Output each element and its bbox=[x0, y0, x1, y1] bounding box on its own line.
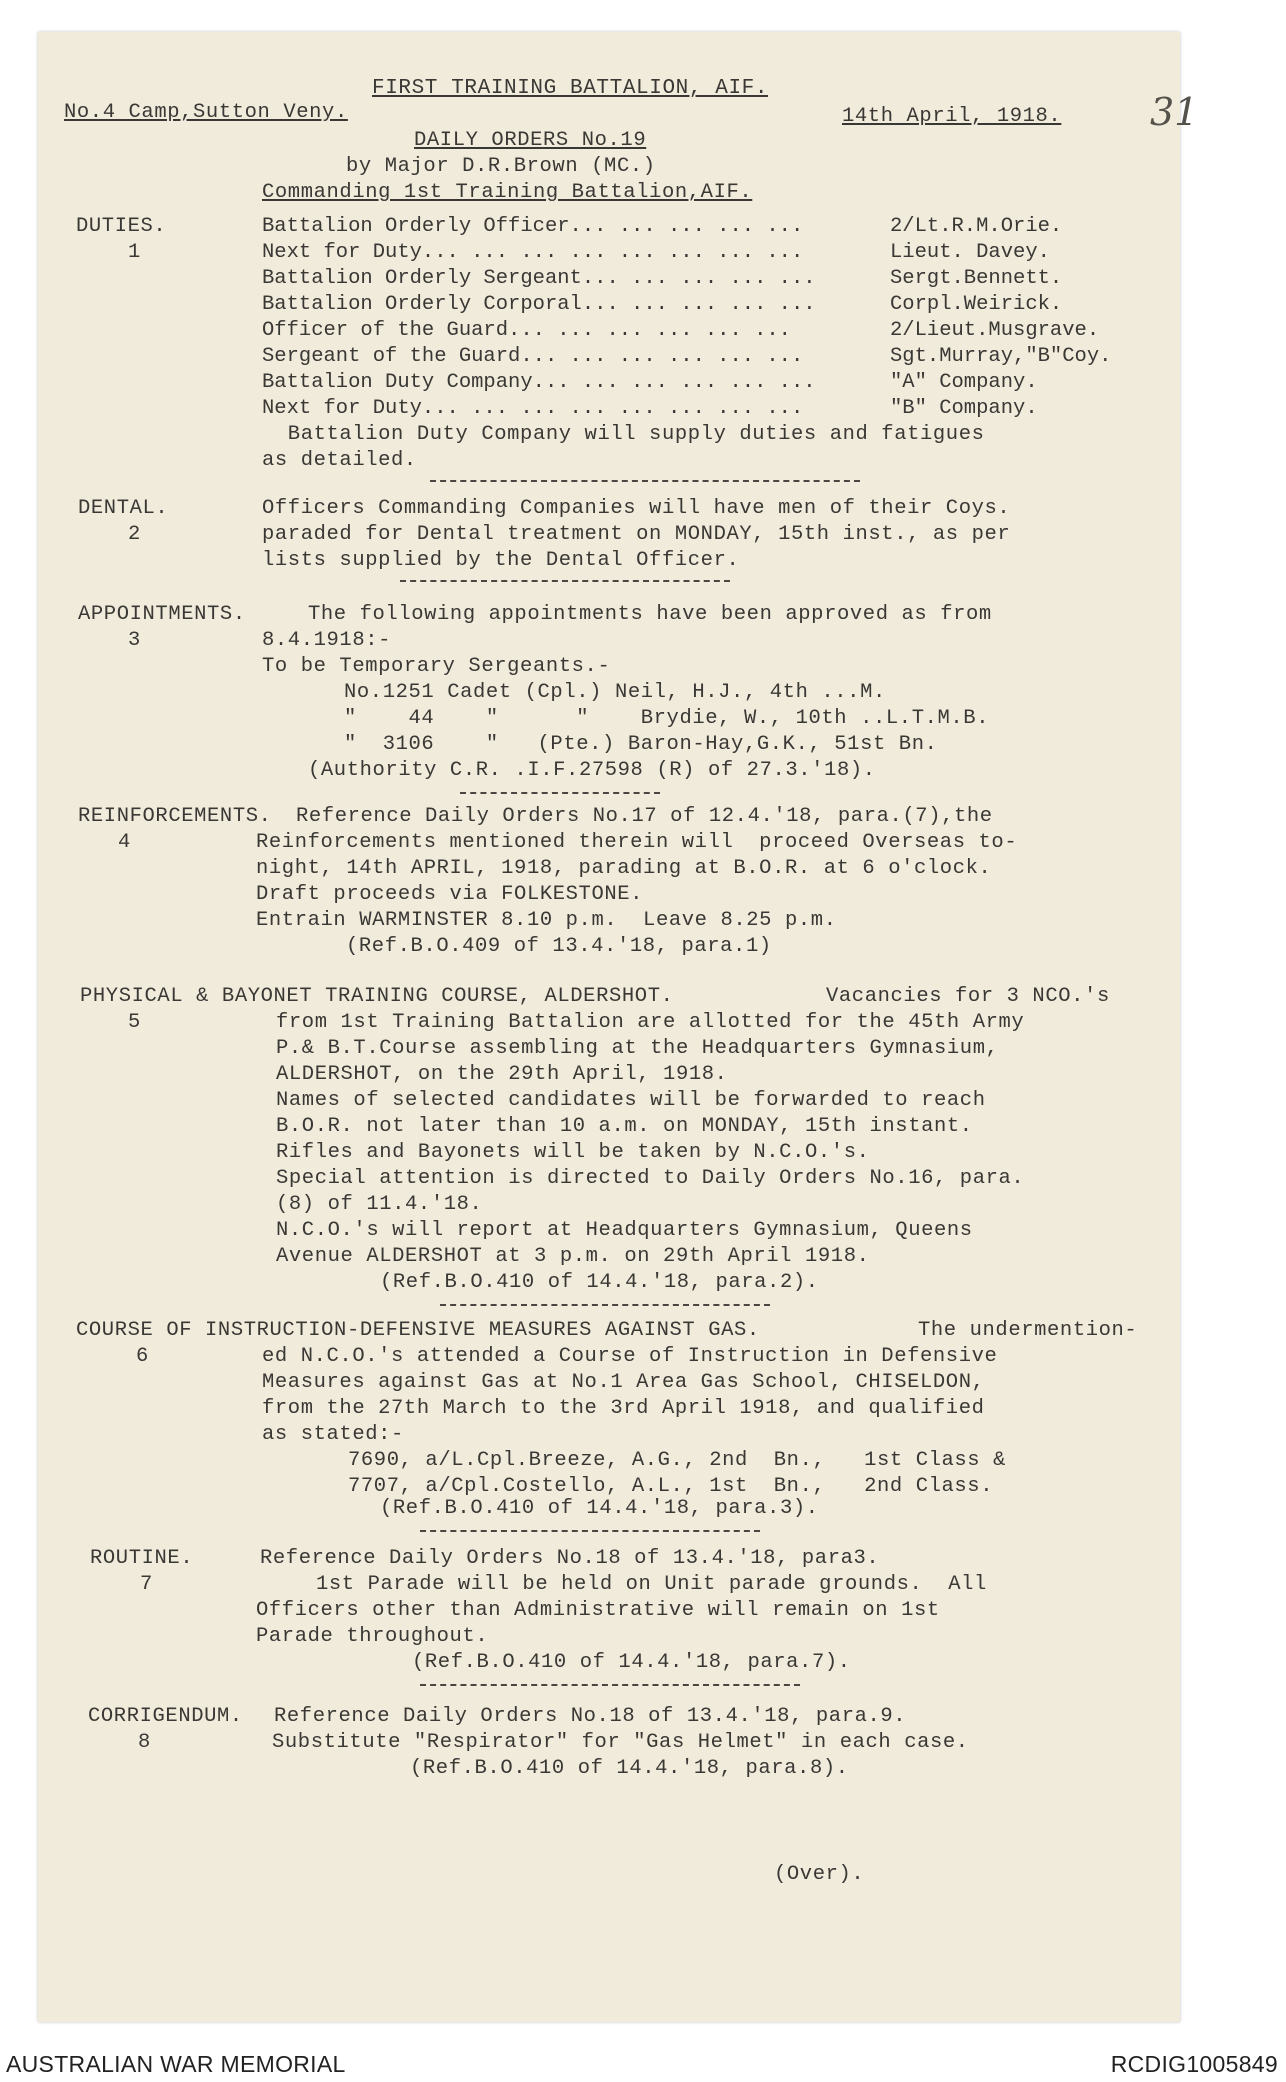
duty-value: Lieut. Davey. bbox=[890, 241, 1050, 264]
footer-record-id: RCDIG1005849 bbox=[1110, 2051, 1278, 2077]
gas-course-text: from the 27th March to the 3rd April 1918, and qualified bbox=[262, 1397, 985, 1420]
dental-number: 2 bbox=[128, 523, 141, 546]
duty-label: Officer of the Guard... ... ... ... ... ... bbox=[262, 319, 791, 342]
physical-number: 5 bbox=[128, 1011, 141, 1034]
routine-text: 1st Parade will be held on Unit parade grounds. All bbox=[316, 1573, 987, 1596]
dental-text: lists supplied by the Dental Officer. bbox=[262, 549, 740, 572]
corrigendum-ref: (Ref.B.O.410 of 14.4.'18, para.8). bbox=[410, 1757, 849, 1780]
duty-value: "B" Company. bbox=[890, 397, 1038, 420]
duty-value: Sgt.Murray,"B"Coy. bbox=[890, 345, 1112, 368]
order-date: 14th April, 1918. bbox=[842, 105, 1062, 128]
gas-course-ref: (Ref.B.O.410 of 14.4.'18, para.3). bbox=[380, 1497, 819, 1520]
section-divider bbox=[460, 792, 660, 794]
physical-text: Avenue ALDERSHOT at 3 p.m. on 29th April 1918. bbox=[276, 1245, 870, 1268]
routine-text: Parade throughout. bbox=[256, 1625, 489, 1648]
duty-label: Sergeant of the Guard... ... ... ... ... ... bbox=[262, 345, 804, 368]
appointment-entry: " 3106 " (Pte.) Baron-Hay,G.K., 51st Bn. bbox=[344, 733, 938, 756]
duty-value: "A" Company. bbox=[890, 371, 1038, 394]
physical-heading: PHYSICAL & BAYONET TRAINING COURSE, ALDERSHOT. bbox=[80, 985, 674, 1008]
appointments-text: The following appointments have been approved as from bbox=[308, 603, 992, 626]
issued-by: by Major D.R.Brown (MC.) bbox=[346, 155, 656, 178]
corrigendum-number: 8 bbox=[138, 1731, 151, 1754]
appointments-text: To be Temporary Sergeants.- bbox=[262, 655, 611, 678]
duty-label: Battalion Orderly Sergeant... ... ... ... ... bbox=[262, 267, 816, 290]
duty-label: Next for Duty... ... ... ... ... ... ... ... bbox=[262, 397, 804, 420]
appointments-text: 8.4.1918:- bbox=[262, 629, 392, 652]
appointments-authority: (Authority C.R. .I.F.27598 (R) of 27.3.'18). bbox=[308, 759, 876, 782]
duty-row bbox=[262, 266, 1162, 292]
duty-label: Battalion Duty Company... ... ... ... ... ... bbox=[262, 371, 816, 394]
corrigendum-text: Reference Daily Orders No.18 of 13.4.'18, para.9. bbox=[274, 1705, 907, 1728]
duty-row bbox=[262, 214, 1162, 240]
gas-course-heading: COURSE OF INSTRUCTION-DEFENSIVE MEASURES AGAINST GAS. bbox=[76, 1319, 760, 1342]
physical-text: B.O.R. not later than 10 a.m. on MONDAY, 15th instant. bbox=[276, 1115, 973, 1138]
physical-text: ALDERSHOT, on the 29th April, 1918. bbox=[276, 1063, 728, 1086]
dental-text: paraded for Dental treatment on MONDAY, 15th inst., as per bbox=[262, 523, 1011, 546]
duties-note: as detailed. bbox=[262, 449, 417, 472]
reinforcements-text: Entrain WARMINSTER 8.10 p.m. Leave 8.25 p.m. bbox=[256, 909, 837, 932]
gas-course-text: Measures against Gas at No.1 Area Gas School, CHISELDON, bbox=[262, 1371, 985, 1394]
gas-course-text: as stated:- bbox=[262, 1423, 404, 1446]
reinforcements-ref: (Ref.B.O.409 of 13.4.'18, para.1) bbox=[346, 935, 772, 958]
physical-text: from 1st Training Battalion are allotted for the 45th Army bbox=[276, 1011, 1025, 1034]
duty-value: Sergt.Bennett. bbox=[890, 267, 1063, 290]
section-divider bbox=[420, 1530, 760, 1532]
footer-archive-name: AUSTRALIAN WAR MEMORIAL bbox=[6, 2051, 346, 2077]
page-number: 31 bbox=[1150, 90, 1199, 134]
duty-row bbox=[262, 344, 1162, 370]
physical-text: N.C.O.'s will report at Headquarters Gymnasium, Queens bbox=[276, 1219, 973, 1242]
over-text: (Over). bbox=[774, 1863, 865, 1886]
section-divider bbox=[430, 480, 860, 482]
reinforcements-number: 4 bbox=[118, 831, 131, 854]
gas-course-entry: 7690, a/L.Cpl.Breeze, A.G., 2nd Bn., 1st Class & bbox=[348, 1449, 1007, 1472]
duty-label: Battalion Orderly Corporal... ... ... ... ... bbox=[262, 293, 816, 316]
duty-label: Next for Duty... ... ... ... ... ... ... ... bbox=[262, 241, 804, 264]
routine-ref: (Ref.B.O.410 of 14.4.'18, para.7). bbox=[412, 1651, 851, 1674]
duty-label: Battalion Orderly Officer... ... ... ... ... bbox=[262, 215, 804, 238]
physical-text: Names of selected candidates will be forwarded to reach bbox=[276, 1089, 986, 1112]
physical-ref: (Ref.B.O.410 of 14.4.'18, para.2). bbox=[380, 1271, 819, 1294]
corrigendum-text: Substitute "Respirator" for "Gas Helmet" in each case. bbox=[272, 1731, 969, 1754]
reinforcements-text: Draft proceeds via FOLKESTONE. bbox=[256, 883, 644, 906]
appointments-heading: APPOINTMENTS. bbox=[78, 603, 246, 626]
duty-row bbox=[262, 292, 1162, 318]
duty-row bbox=[262, 396, 1162, 422]
appointment-entry: " 44 " " Brydie, W., 10th ..L.T.M.B. bbox=[344, 707, 990, 730]
duty-row bbox=[262, 240, 1162, 266]
physical-text: P.& B.T.Course assembling at the Headquarters Gymnasium, bbox=[276, 1037, 999, 1060]
duty-row bbox=[262, 370, 1162, 396]
physical-text: (8) of 11.4.'18. bbox=[276, 1193, 483, 1216]
appointments-number: 3 bbox=[128, 629, 141, 652]
duties-number: 1 bbox=[128, 241, 141, 264]
physical-text: Vacancies for 3 NCO.'s bbox=[826, 985, 1110, 1008]
section-divider bbox=[420, 1684, 800, 1686]
reinforcements-text: night, 14th APRIL, 1918, parading at B.O.R. at 6 o'clock. bbox=[256, 857, 992, 880]
section-divider bbox=[440, 1304, 770, 1306]
gas-course-text: The undermention- bbox=[918, 1319, 1138, 1342]
physical-text: Rifles and Bayonets will be taken by N.C.O.'s. bbox=[276, 1141, 870, 1164]
commanding-line: Commanding 1st Training Battalion,AIF. bbox=[262, 181, 753, 204]
dental-text: Officers Commanding Companies will have men of their Coys. bbox=[262, 497, 1011, 520]
appointment-entry: No.1251 Cadet (Cpl.) Neil, H.J., 4th ...M. bbox=[344, 681, 886, 704]
orders-number: DAILY ORDERS No.19 bbox=[414, 129, 647, 152]
duty-row bbox=[262, 318, 1162, 344]
duty-value: 2/Lieut.Musgrave. bbox=[890, 319, 1100, 342]
battalion-title: FIRST TRAINING BATTALION, AIF. bbox=[372, 77, 769, 100]
duty-value: Corpl.Weirick. bbox=[890, 293, 1063, 316]
gas-course-entry: 7707, a/Cpl.Costello, A.L., 1st Bn., 2nd Class. bbox=[348, 1475, 994, 1498]
routine-text: Officers other than Administrative will remain on 1st bbox=[256, 1599, 940, 1622]
duties-note: Battalion Duty Company will supply duties and fatigues bbox=[262, 423, 985, 446]
reinforcements-text: Reinforcements mentioned therein will proceed Overseas to- bbox=[256, 831, 1018, 854]
routine-heading: ROUTINE. bbox=[90, 1547, 194, 1570]
duties-heading: DUTIES. bbox=[76, 215, 167, 238]
reinforcements-text: Reference Daily Orders No.17 of 12.4.'18, para.(7),the bbox=[296, 805, 993, 828]
routine-number: 7 bbox=[140, 1573, 153, 1596]
routine-text: Reference Daily Orders No.18 of 13.4.'18, para3. bbox=[260, 1547, 880, 1570]
gas-course-text: ed N.C.O.'s attended a Course of Instruction in Defensive bbox=[262, 1345, 998, 1368]
corrigendum-heading: CORRIGENDUM. bbox=[88, 1705, 243, 1728]
gas-course-number: 6 bbox=[136, 1345, 149, 1368]
camp-location: No.4 Camp,Sutton Veny. bbox=[64, 101, 348, 124]
duty-value: 2/Lt.R.M.Orie. bbox=[890, 215, 1063, 238]
dental-heading: DENTAL. bbox=[78, 497, 169, 520]
over-marker bbox=[774, 1862, 864, 1888]
section-divider bbox=[400, 580, 730, 582]
physical-text: Special attention is directed to Daily Orders No.16, para. bbox=[276, 1167, 1025, 1190]
reinforcements-heading: REINFORCEMENTS. bbox=[78, 805, 272, 828]
